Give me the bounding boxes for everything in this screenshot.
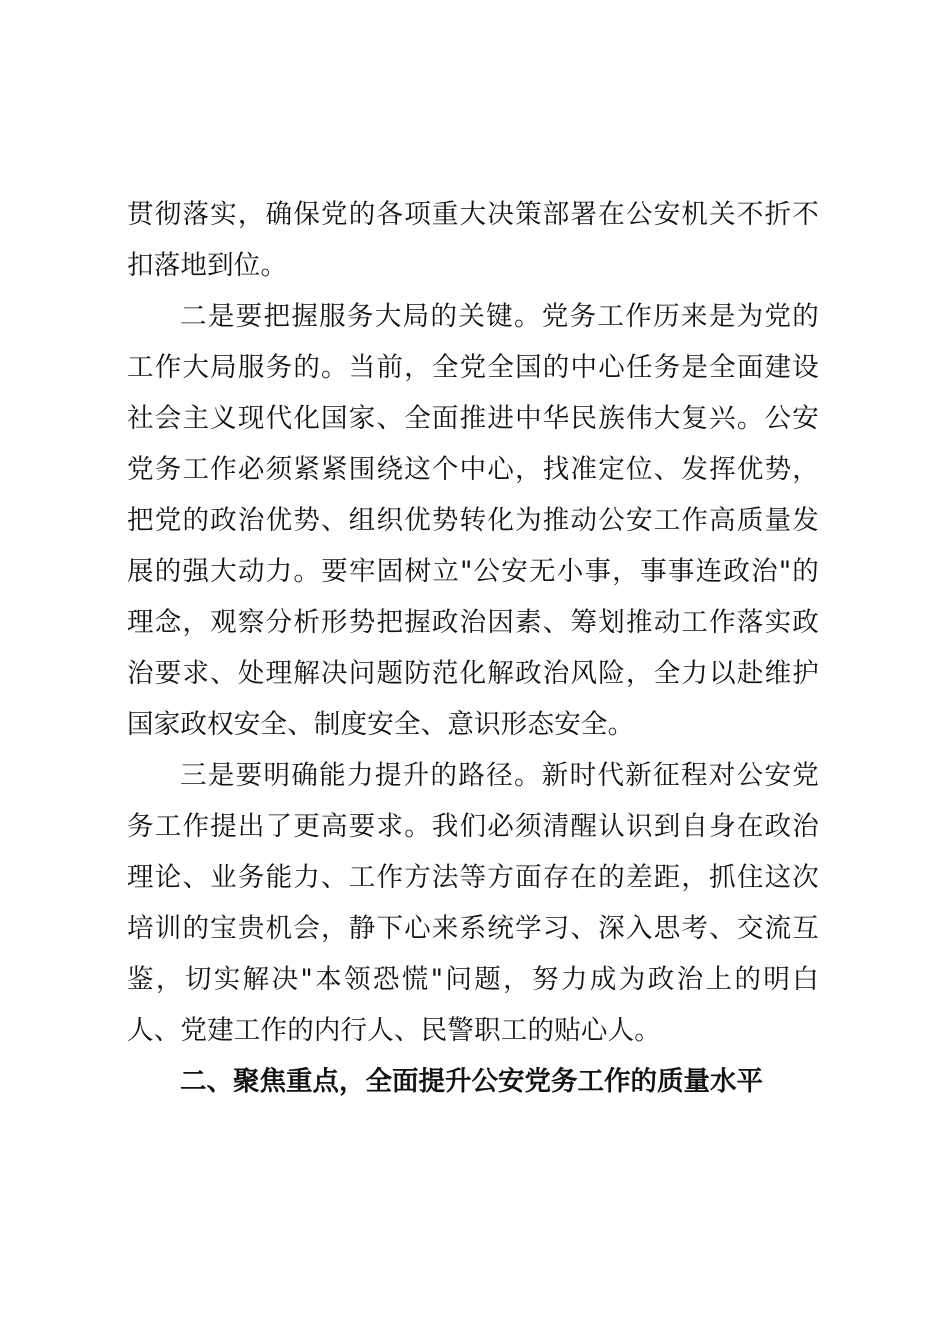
paragraph-capability: 三是要明确能力提升的路径。新时代新征程对公安党务工作提出了更高要求。我们必须清醒认识到自身在政治理论、业务能力、工作方法等方面存在的差距，抓住这次培训的宝贵机会，静下心来系统学习、深入思考、交流互鉴，切实解决"本领恐慌"问题，努力成为政治上的明白人、党建工作的内行人、民警职工的贴心人。 (127, 760, 819, 1046)
document-body (127, 189, 819, 1107)
section-heading: 二、聚焦重点，全面提升公安党务工作的质量水平 (180, 1066, 763, 1097)
paragraph-serve-overall: 二是要把握服务大局的关键。党务工作历来是为党的工作大局服务的。当前，全党全国的中心任务是全面建设社会主义现代化国家、全面推进中华民族伟大复兴。公安党务工作必须紧紧围绕这个中心，找准定位、发挥优势，把党的政治优势、组织优势转化为推动公安工作高质量发展的强大动力。要牢固树立"公安无小事，事事连政治"的理念，观察分析形势把握政治因素、筹划推动工作落实政治要求、处理解决问题防范化解政治风险，全力以赴维护国家政权安全、制度安全、意识形态安全。 (127, 301, 819, 740)
paragraph-continuation: 贯彻落实，确保党的各项重大决策部署在公安机关不折不扣落地到位。 (127, 199, 819, 281)
